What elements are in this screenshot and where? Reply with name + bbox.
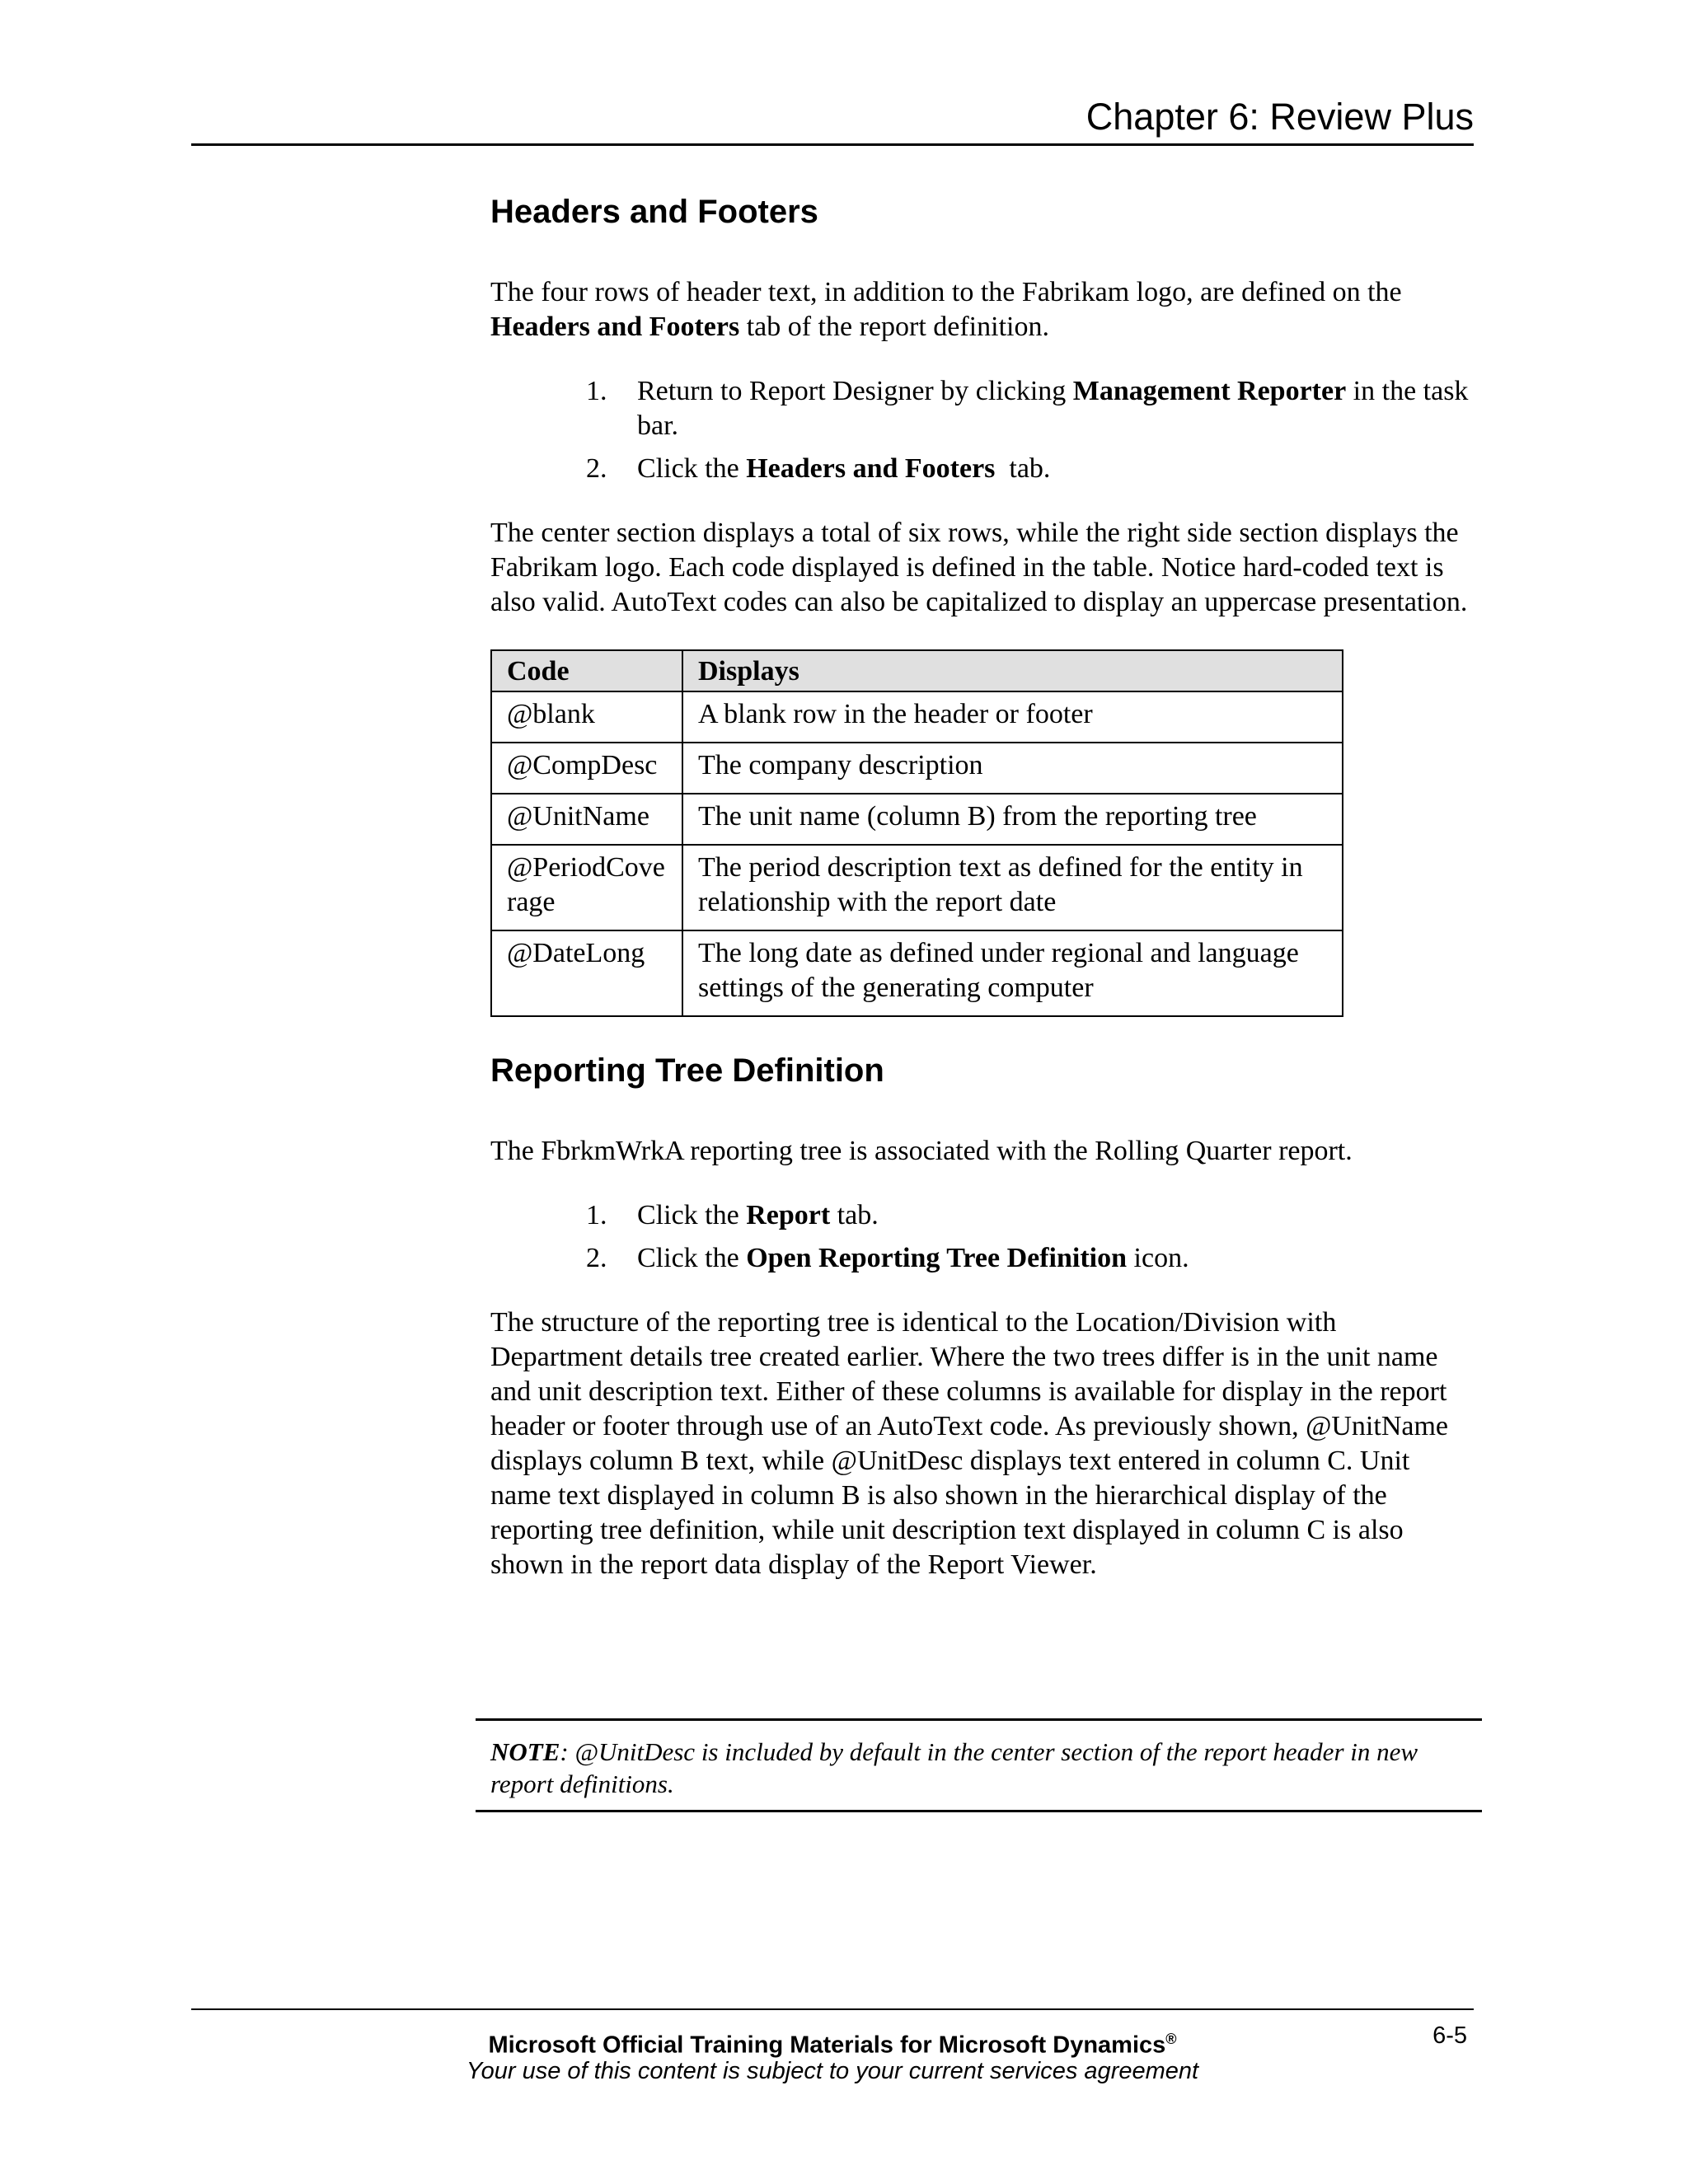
section1-steps [490, 374, 1471, 486]
intro-text: The four rows of header text, in addition to the Fabrikam logo, are defined on the [490, 277, 1402, 307]
section-heading-headers-footers: Headers and Footers [490, 194, 818, 230]
step-text: tab. [830, 1200, 879, 1230]
section-heading-reporting-tree: Reporting Tree Definition [490, 1052, 884, 1089]
step-number: 2. [586, 1243, 607, 1273]
section2-description: The structure of the reporting tree is identical to the Location/Division with Department details tree created earlier. Where the two trees differ is in the unit name and unit description text. Either of these columns is available for display in the report header or footer through use of an AutoText code. As previously shown, @UnitName displays column B text, while @UnitDesc displays text entered in column C. Unit name text displayed in column B is also shown in the hierarchical display of the reporting tree definition, while unit description text displayed in column C is also shown in the report data display of the Report Viewer. [490, 1307, 1449, 1580]
displays-cell: The long date as defined under regional and language settings of the generating computer [682, 930, 1343, 1016]
footer-title-text: Microsoft Official Training Materials for Microsoft Dynamics [488, 2032, 1166, 2059]
step-text: Return to Report Designer by clicking [637, 376, 1073, 406]
step-item [586, 1241, 1471, 1276]
note-body: : @UnitDesc is included by default in the center section of the report header in new report definitions. [490, 1737, 1418, 1798]
step-bold-text: Open Reporting Tree Definition [746, 1243, 1128, 1273]
table-header-code: Code [491, 650, 682, 691]
step-item [586, 374, 1471, 443]
step-text: Click the [637, 453, 747, 484]
section1-intro [490, 275, 1471, 344]
intro-text: tab of the report definition. [739, 312, 1049, 342]
code-cell: @CompDesc [491, 743, 682, 794]
code-cell: @DateLong [491, 930, 682, 1016]
footer-notice: Your use of this content is subject to your current services agreement [466, 2058, 1199, 2084]
table-header-displays: Displays [682, 650, 1343, 691]
displays-cell: The period description text as defined for the entity in relationship with the report date [682, 845, 1343, 930]
trademark-symbol: ® [1165, 2031, 1177, 2047]
displays-cell: The unit name (column B) from the reporting tree [682, 794, 1343, 845]
section2-intro: The FbrkmWrkA reporting tree is associated with the Rolling Quarter report. [490, 1136, 1353, 1166]
step-text: Click the [637, 1200, 747, 1230]
note-box [476, 1718, 1482, 1812]
main-content [490, 190, 1479, 1582]
code-cell: @PeriodCoverage [491, 845, 682, 930]
step-number: 2. [586, 453, 607, 484]
autotext-codes-table [490, 649, 1343, 1017]
code-cell: @blank [491, 691, 682, 743]
table-row [491, 845, 1343, 930]
step-item [586, 1198, 1471, 1233]
note-label: NOTE [490, 1737, 560, 1766]
section1-description: The center section displays a total of six rows, while the right side section displays the Fabrikam logo. Each code displayed is defined in the table. Notice hard-coded text is also valid. AutoText codes can also be capitalized to display an uppercase presentation. [490, 518, 1468, 617]
displays-cell: A blank row in the header or footer [682, 691, 1343, 743]
page-number: 6-5 [1432, 2022, 1467, 2049]
footer-rule [191, 2008, 1474, 2010]
table-row [491, 691, 1343, 743]
step-bold-text: Report [746, 1200, 831, 1230]
step-bold-text: Headers and Footers [746, 453, 996, 484]
step-bold-text: Management Reporter [1072, 376, 1347, 406]
header-rule [191, 143, 1474, 146]
step-text: tab. [995, 453, 1051, 484]
step-text: icon. [1127, 1243, 1189, 1273]
step-text: in the task bar. [637, 376, 1469, 441]
intro-bold-text: Headers and Footers [490, 312, 740, 342]
step-text: Click the [637, 1243, 747, 1273]
table-header-row [491, 650, 1343, 691]
step-number: 1. [586, 376, 607, 406]
table-row [491, 743, 1343, 794]
code-cell: @UnitName [491, 794, 682, 845]
chapter-title: Chapter 6: Review Plus [1085, 96, 1474, 138]
note-text [490, 1736, 1463, 1800]
step-item [586, 452, 1471, 486]
table-row [491, 930, 1343, 1016]
displays-cell: The company description [682, 743, 1343, 794]
table-row [491, 794, 1343, 845]
section2-steps [490, 1198, 1471, 1276]
step-number: 1. [586, 1200, 607, 1230]
